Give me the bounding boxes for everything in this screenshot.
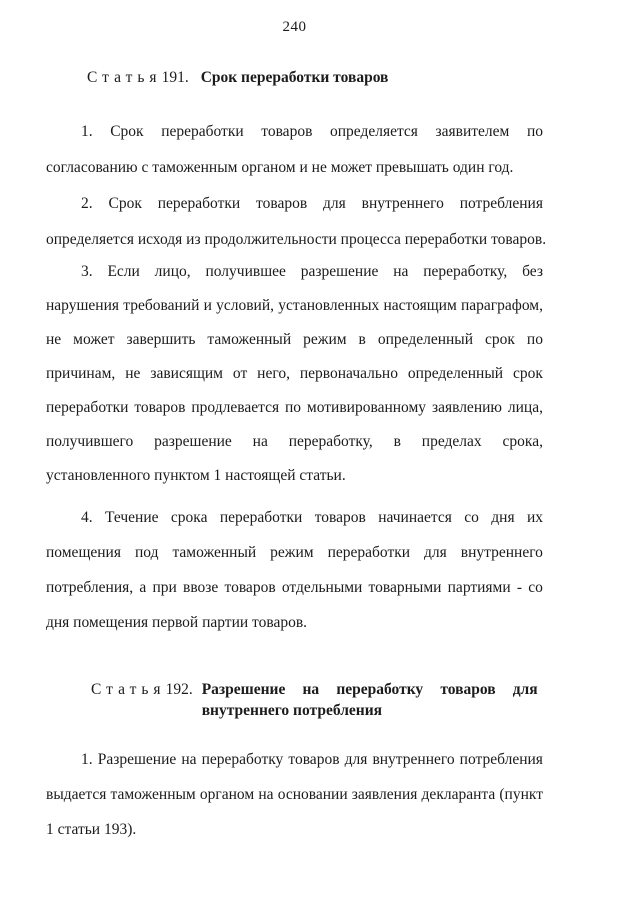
article-191-heading <box>87 67 388 89</box>
text-line: не может завершить таможенный режим в определенный срок по <box>46 331 543 348</box>
text-line: получившего разрешение на переработку, в пределах срока, <box>46 433 543 450</box>
text-line: переработки товаров продлевается по мотивированному заявлению лица, <box>46 399 543 416</box>
paragraph-191-1 <box>46 114 543 186</box>
text-line: 1. Разрешение на переработку товаров для внутреннего потребления <box>81 751 543 768</box>
text-line: выдается таможенным органом на основании заявления декларанта (пункт <box>46 786 543 803</box>
text-line: внутреннего потребления <box>201 702 383 719</box>
text-line: установленного пунктом 1 настоящей статьи. <box>46 467 346 484</box>
text-line: 1 статьи 193). <box>46 821 137 838</box>
text-line: определяется исходя из продолжительности процесса переработки товаров. <box>46 231 547 248</box>
text-line: потребления, а при ввозе товаров отдельными товарными партиями - со <box>46 579 543 596</box>
text-line: Разрешение на переработку товаров для <box>201 681 538 698</box>
article-word: Статья <box>87 69 162 86</box>
text-line: 2. Срок переработки товаров для внутреннего потребления <box>81 195 543 212</box>
article-191-title: Срок переработки товаров <box>200 69 389 86</box>
article-word: Статья <box>91 681 166 698</box>
text-line: дня помещения первой партии товаров. <box>46 614 308 631</box>
article-number: 191. <box>161 69 189 86</box>
paragraph-191-3 <box>46 255 543 493</box>
text-line: 1. Срок переработки товаров определяется заявителем по <box>81 123 543 140</box>
article-192-heading <box>91 679 538 721</box>
text-line: 3. Если лицо, получившее разрешение на переработку, без <box>81 263 543 280</box>
text-line: причинам, не зависящим от него, первоначально определенный срок <box>46 365 543 382</box>
paragraph-191-4 <box>46 500 543 640</box>
article-192-title <box>202 679 538 721</box>
text-line: помещения под таможенный режим переработки для внутреннего <box>46 544 543 561</box>
paragraph-192-1 <box>46 742 543 847</box>
article-number: 192. <box>165 681 193 698</box>
article-label <box>91 679 193 700</box>
text-line: 4. Течение срока переработки товаров начинается со дня их <box>81 509 543 526</box>
page-number: 240 <box>282 19 307 35</box>
text-line: согласованию с таможенным органом и не может превышать один год. <box>46 159 514 176</box>
text-line: нарушения требований и условий, установленных настоящим параграфом, <box>46 297 543 314</box>
paragraph-191-2 <box>46 186 547 258</box>
